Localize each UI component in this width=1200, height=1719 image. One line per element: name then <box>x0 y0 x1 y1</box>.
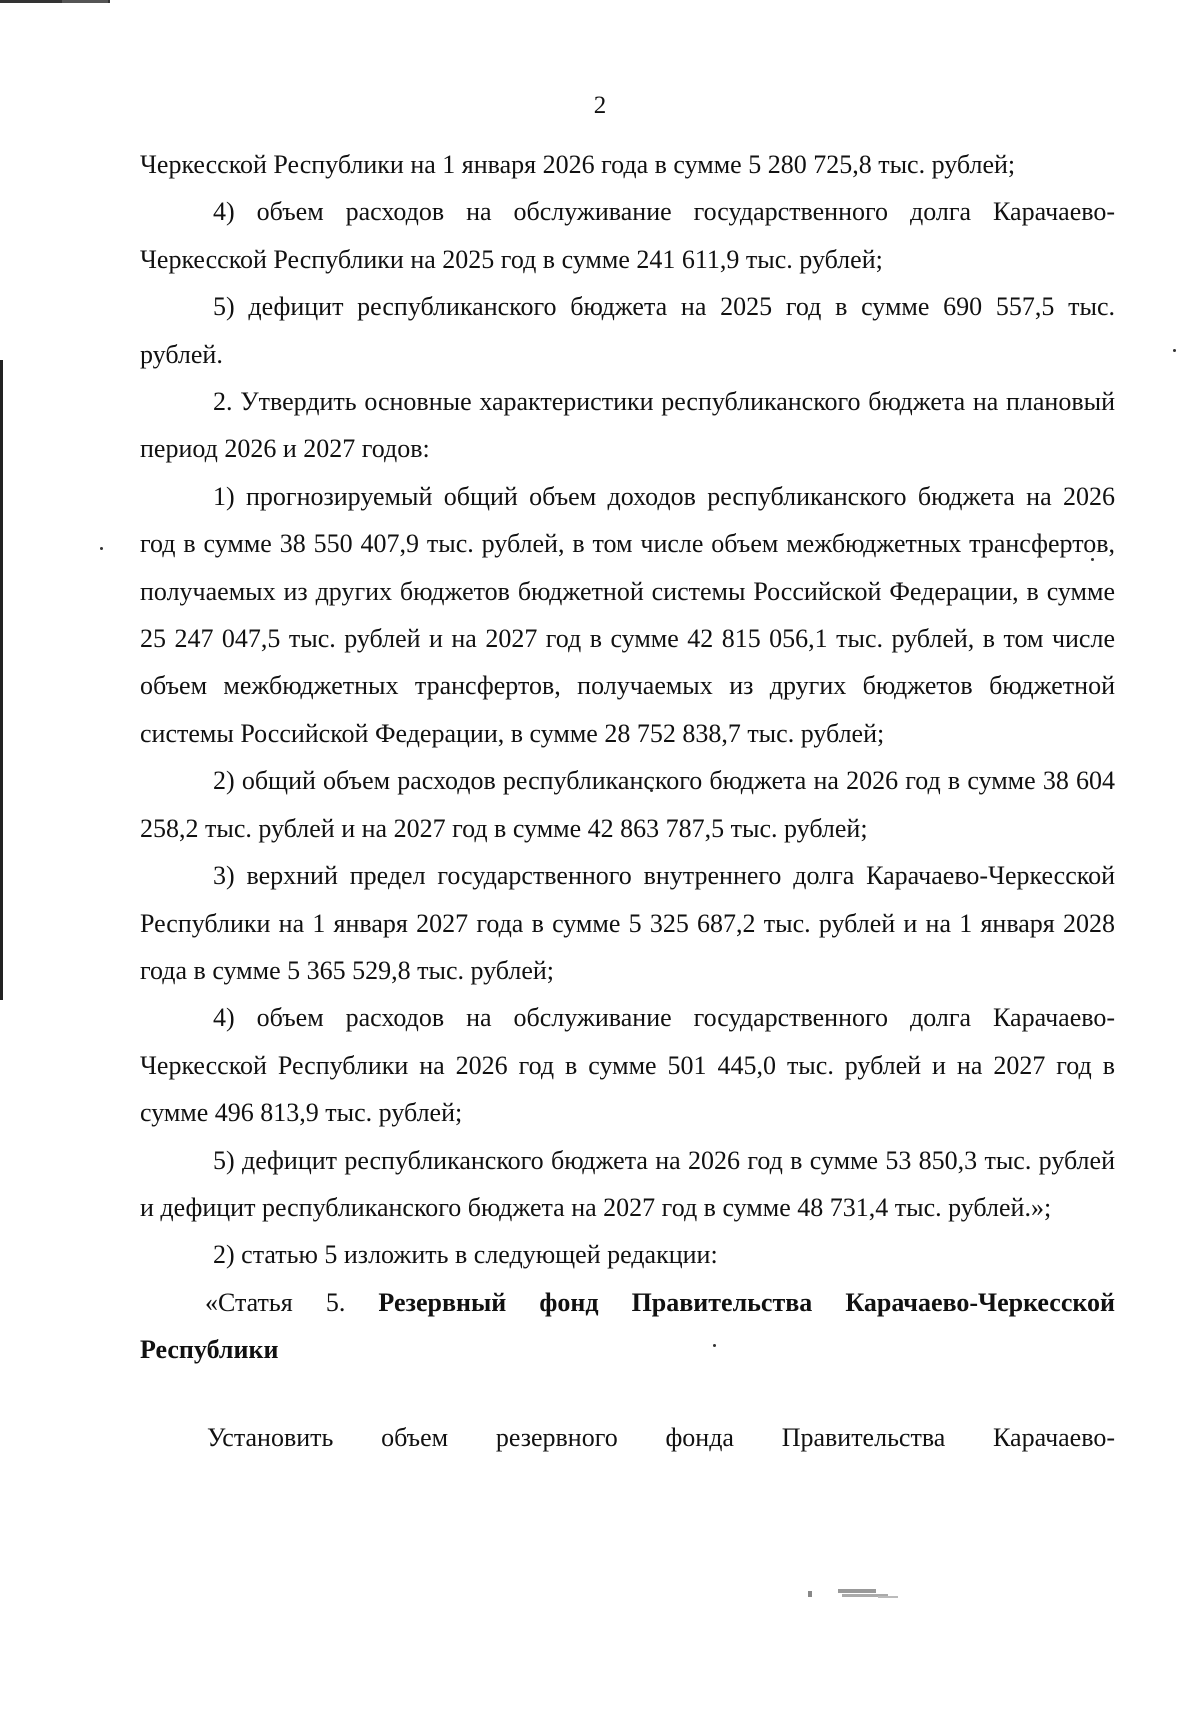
paragraph-debt-upper-limit: 3) верхний предел государственного внутреннего долга Карачаево-Черкесской Республики на 1 января 2027 года в сумме 5 325 687,2 тыс. рублей и на 1 января 2028 года в сумме 5 365 529,8 тыс. рублей; <box>140 861 1115 985</box>
document-body <box>140 141 1115 1461</box>
word: объем <box>381 1422 449 1452</box>
paragraph-article-5-amendment: 2) статью 5 изложить в следующей редакции: <box>213 1240 718 1270</box>
word: Карачаево- <box>993 1422 1115 1452</box>
word: Установить <box>207 1422 334 1452</box>
word: резервного <box>495 1422 618 1452</box>
page-number: 2 <box>593 92 607 119</box>
word: фонда <box>665 1422 734 1452</box>
scan-artifact-top-2 <box>62 0 108 3</box>
word: Правительства <box>781 1422 946 1452</box>
scan-speck <box>100 547 103 550</box>
paragraph-planning-period: 2. Утвердить основные характеристики республиканского бюджета на плановый период 2026 и 2027 годов: <box>140 387 1115 464</box>
article-5-heading <box>140 1279 1115 1374</box>
paragraph-debt-limit-2026: Черкесской Республики на 1 января 2026 года в сумме 5 280 725,8 тыс. рублей; <box>140 150 1016 179</box>
scan-artifact-left-edge <box>0 360 3 1000</box>
paragraph-debt-service-2026-2027: 4) объем расходов на обслуживание государственного долга Карачаево-Черкесской Республики на 2026 год в сумме 501 445,0 тыс. рублей и на 2027 год в сумме 496 813,9 тыс. рублей; <box>140 1003 1115 1128</box>
paragraph-debt-service-2025: 4) объем расходов на обслуживание государственного долга Карачаево-Черкесской Республики на 2025 год в сумме 241 611,9 тыс. рублей; <box>140 197 1115 274</box>
scan-stamp-smudge <box>808 1587 900 1601</box>
paragraph-revenue-forecast: 1) прогнозируемый общий объем доходов республиканского бюджета на 2026 год в сумме 38 550 407,9 тыс. рублей, в том числе объем межбюджетных трансфертов, получаемых из других бюджетов бюджетной системы Российской Федерации, в сумме 25 247 047,5 тыс. рублей и на 2027 год в сумме 42 815 056,1 тыс. рублей, в том числе объем межбюджетных трансфертов, получаемых из других бюджетов бюджетной системы Российской Федерации, в сумме 28 752 838,7 тыс. рублей; <box>140 481 1115 748</box>
article-5-title: Резервный фонд Правительства Карачаево-Черкесской Республики <box>140 1287 1115 1365</box>
scan-speck <box>1173 349 1176 352</box>
paragraph-expenditures: 2) общий объем расходов республиканского бюджета на 2026 год в сумме 38 604 258,2 тыс. рублей и на 2027 год в сумме 42 863 787,5 тыс. рублей; <box>140 766 1115 843</box>
paragraph-deficit-2025: 5) дефицит республиканского бюджета на 2025 год в сумме 690 557,5 тыс. рублей. <box>140 292 1115 369</box>
paragraph-deficit-2026-2027: 5) дефицит республиканского бюджета на 2026 год в сумме 53 850,3 тыс. рублей и дефицит республиканского бюджета на 2027 год в сумме 48 731,4 тыс. рублей.»; <box>140 1145 1115 1222</box>
paragraph-reserve-fund <box>140 1414 1115 1461</box>
article-5-prefix: «Статья 5. <box>205 1287 379 1317</box>
